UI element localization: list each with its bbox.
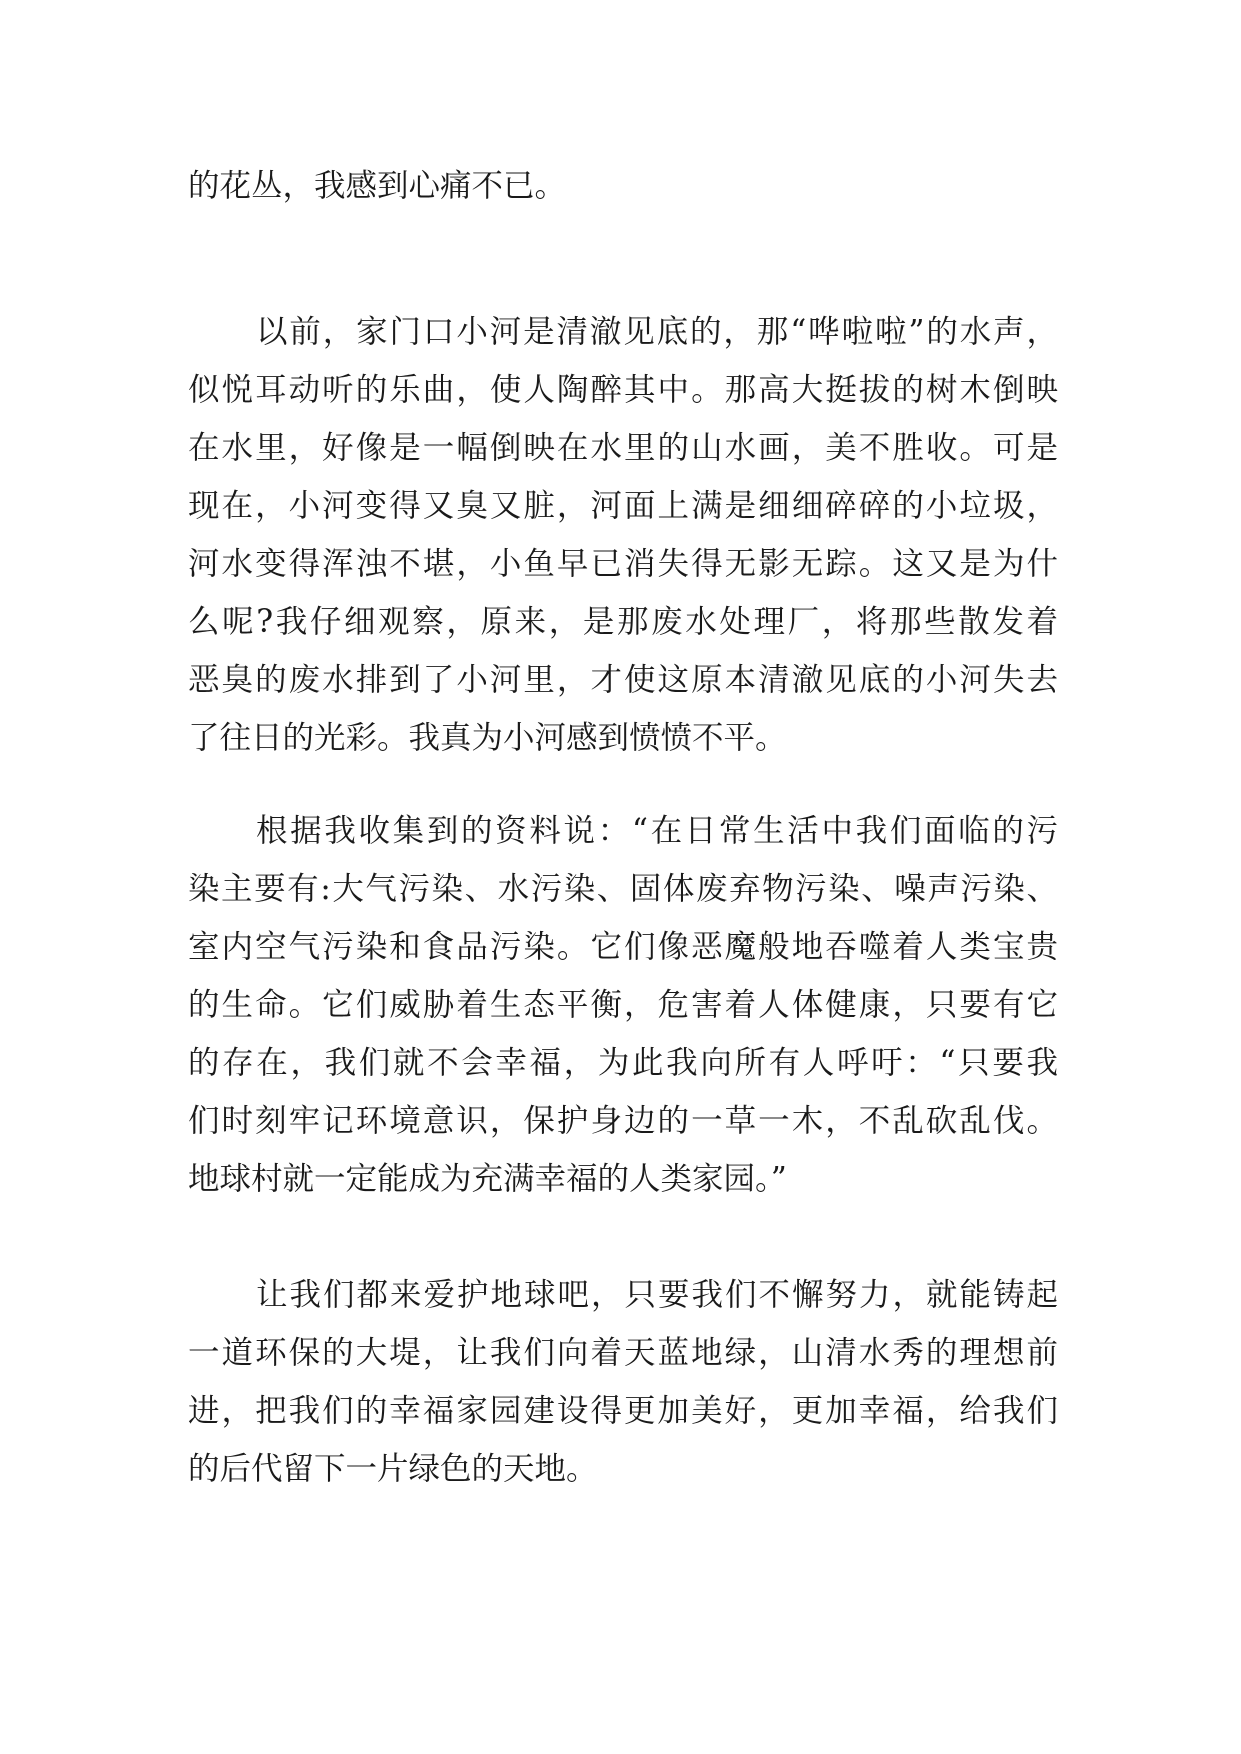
text-line: 地球村就一定能成为充满幸福的人类家园。” <box>188 1161 787 1197</box>
text-line: 现在，小河变得又臭又脏，河面上满是细细碎碎的小垃圾， <box>188 488 1058 524</box>
paragraph-pollution-data <box>188 802 1058 1208</box>
text-line: 让我们都来爱护地球吧，只要我们不懈努力，就能铸起 <box>256 1277 1058 1313</box>
paragraph-flower-ending <box>188 157 1058 215</box>
text-line: 染主要有:大气污染、水污染、固体废弃物污染、噪声污染、 <box>188 871 1058 907</box>
text-line: 以前，家门口小河是清澈见底的，那“哗啦啦”的水声， <box>256 314 1058 350</box>
paragraph-river <box>188 303 1058 767</box>
paragraph-conclusion <box>188 1266 1058 1498</box>
text-line: 恶臭的废水排到了小河里，才使这原本清澈见底的小河失去 <box>188 662 1058 698</box>
text-line: 么呢?我仔细观察，原来，是那废水处理厂，将那些散发着 <box>188 604 1058 640</box>
text-line: 的后代留下一片绿色的天地。 <box>188 1451 598 1487</box>
text-line: 在水里，好像是一幅倒映在水里的山水画，美不胜收。可是 <box>188 430 1058 466</box>
text-line: 了往日的光彩。我真为小河感到愤愤不平。 <box>188 720 787 756</box>
text-line: 根据我收集到的资料说：“在日常生活中我们面临的污 <box>256 813 1058 849</box>
text-line: 们时刻牢记环境意识，保护身边的一草一木，不乱砍乱伐。 <box>188 1103 1058 1139</box>
text-line: 室内空气污染和食品污染。它们像恶魔般地吞噬着人类宝贵 <box>188 929 1058 965</box>
text-line: 的花丛，我感到心痛不已。 <box>188 168 567 204</box>
text-line: 进，把我们的幸福家园建设得更加美好，更加幸福，给我们 <box>188 1393 1058 1429</box>
text-line: 似悦耳动听的乐曲，使人陶醉其中。那高大挺拔的树木倒映 <box>188 372 1058 408</box>
text-line: 河水变得浑浊不堪，小鱼早已消失得无影无踪。这又是为什 <box>188 546 1058 582</box>
text-line: 一道环保的大堤，让我们向着天蓝地绿，山清水秀的理想前 <box>188 1335 1058 1371</box>
text-line: 的存在，我们就不会幸福，为此我向所有人呼吁：“只要我 <box>188 1045 1058 1081</box>
text-line: 的生命。它们威胁着生态平衡，危害着人体健康，只要有它 <box>188 987 1058 1023</box>
